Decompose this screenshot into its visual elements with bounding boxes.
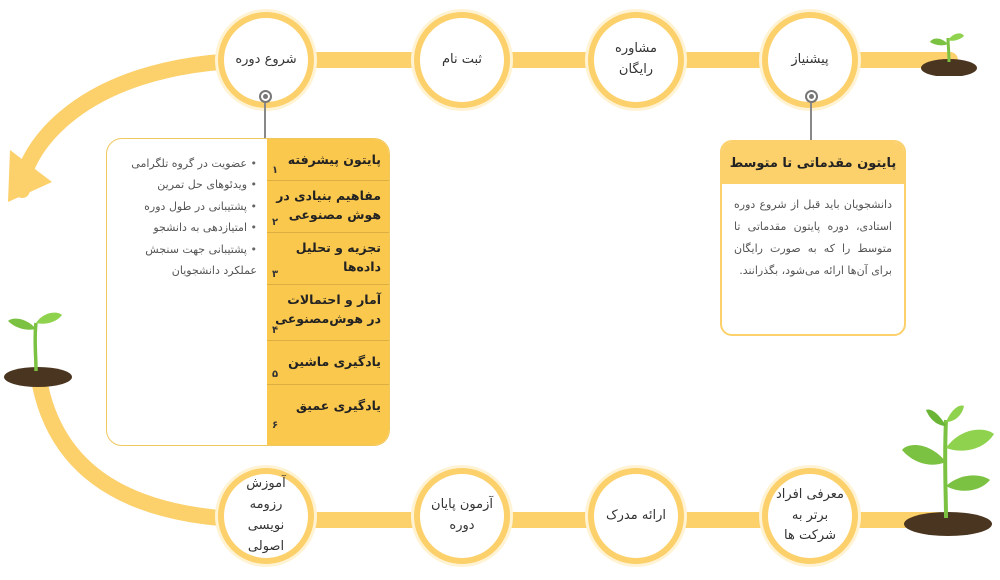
- sprout-plant-icon: [918, 30, 980, 76]
- step-resume-writing: [218, 468, 314, 564]
- connector-line: [264, 103, 266, 139]
- module-title: یادگیری ماشین: [288, 354, 381, 369]
- module-number: ۱: [272, 165, 279, 176]
- module-item: [267, 285, 389, 341]
- module-title: پایتون پیشرفته: [287, 152, 381, 167]
- young-plant-icon: [2, 305, 74, 387]
- step-label: شروع دوره: [235, 51, 297, 67]
- step-free-consultation: [588, 12, 684, 108]
- benefit-item: • پشتیبانی جهت سنجش عملکرد دانشجویان: [113, 239, 257, 282]
- step-label: پیشنیاز: [791, 51, 829, 67]
- course-card: [106, 138, 390, 446]
- module-title: تجزیه و تحلیل داده‌ها: [295, 240, 381, 274]
- connector-dot: [259, 90, 272, 103]
- module-number: ۶: [272, 420, 279, 431]
- step-registration: [414, 12, 510, 108]
- module-number: ۵: [272, 369, 279, 380]
- module-item: [267, 233, 389, 285]
- prerequisite-card: [720, 140, 906, 336]
- course-benefits: [107, 139, 267, 445]
- grown-plant-icon: [900, 402, 1000, 538]
- module-number: ۳: [272, 269, 279, 280]
- benefit-item: • عضویت در گروه تلگرامی: [113, 153, 257, 174]
- step-label: آزمون پایان دوره: [431, 497, 493, 533]
- connector-dot: [805, 90, 818, 103]
- step-certificate: [588, 468, 684, 564]
- module-item: [267, 341, 389, 385]
- module-item: [267, 385, 389, 435]
- step-label: آموزش رزومه نویسی اصولی: [246, 476, 286, 554]
- step-label: ثبت نام: [441, 51, 483, 67]
- step-label: ارائه مدرک: [606, 507, 666, 523]
- module-title: مفاهیم بنیادی در هوش مصنوعی: [276, 188, 381, 222]
- step-label: مشاوره رایگان: [615, 41, 657, 77]
- step-final-exam: [414, 468, 510, 564]
- course-modules: [267, 139, 389, 445]
- module-number: ۴: [272, 325, 279, 336]
- benefit-item: • پشتیبانی در طول دوره: [113, 196, 257, 217]
- module-item: [267, 181, 389, 233]
- module-title: آمار و احتمالات در هوش‌مصنوعی: [275, 292, 381, 326]
- module-item: [267, 139, 389, 181]
- prerequisite-description: دانشجویان باید قبل از شروع دوره استادی، دوره پایتون مقدماتی تا متوسط را که به صورت رایگان برای آن‌ها ارائه می‌شود، بگذرانند.: [734, 198, 892, 277]
- module-title: یادگیری عمیق: [295, 398, 381, 413]
- benefit-item: • امتیازدهی به دانشجو: [113, 217, 257, 238]
- connector-line: [810, 103, 812, 141]
- prerequisite-title: پایتون مقدماتی تا متوسط: [722, 142, 904, 184]
- step-top-students: [762, 468, 858, 564]
- module-number: ۲: [272, 217, 279, 228]
- step-label: معرفی افراد برتر به شرکت ها: [776, 486, 844, 544]
- benefit-item: • ویدئوهای حل تمرین: [113, 174, 257, 195]
